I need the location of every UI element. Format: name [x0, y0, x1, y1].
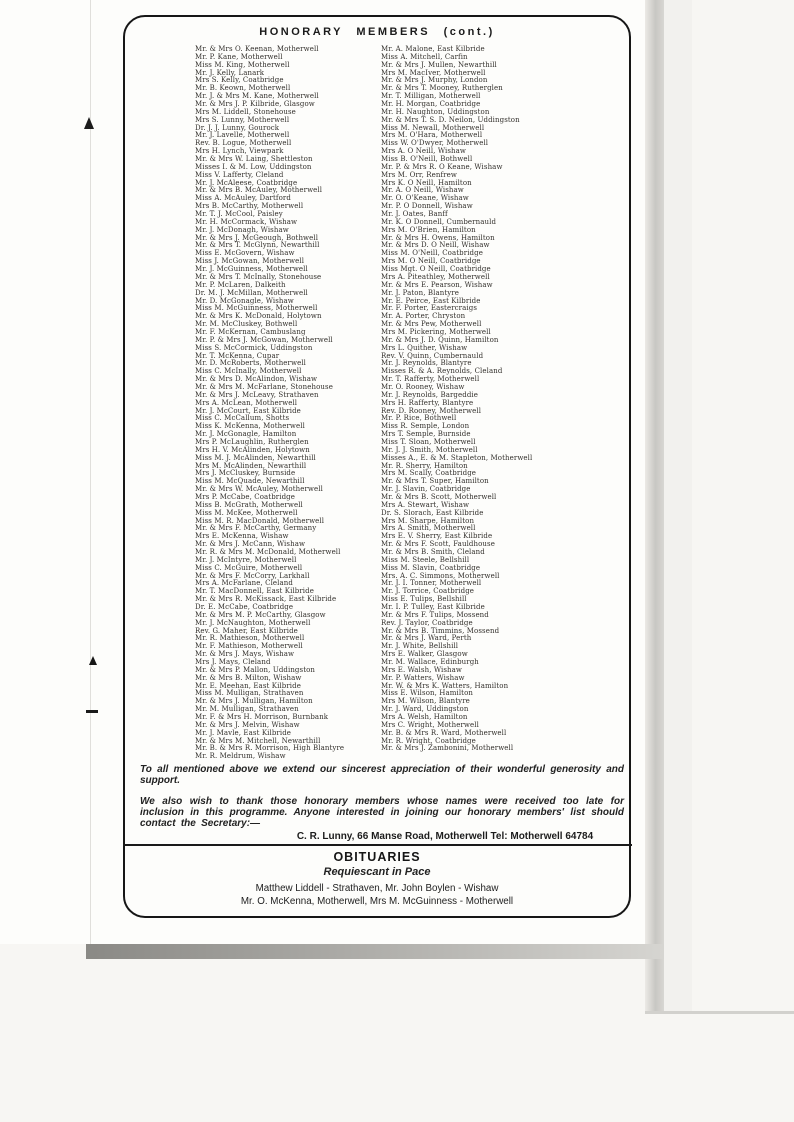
member-entry: Mr. J. Lavelle, Motherwell	[195, 131, 290, 140]
member-entry: Misses R. & A. Reynolds, Cleland	[381, 367, 503, 376]
member-entry: Mr. F. Mathieson, Motherwell	[195, 642, 303, 651]
member-entry: Mr. R. & Mrs M. McDonald, Motherwell	[195, 548, 341, 556]
member-entry: Mr. & Mrs H. Owens, Hamilton	[381, 233, 495, 242]
member-entry: Mr. & Mrs B. McAuley, Motherwell	[195, 186, 323, 195]
member-entry: Mr. K. O Donnell, Cumbernauld	[381, 217, 497, 226]
member-entry: Mr. J. Oates, Banff	[381, 210, 448, 219]
member-entry: Mrs A. McLean, Motherwell	[195, 398, 298, 407]
scan-edge-line	[645, 1011, 794, 1014]
member-entry: Mrs S. Kelly, Coatbridge	[195, 76, 284, 85]
member-entry: Mr. D. McGonagle, Wishaw	[195, 296, 294, 305]
member-entry: Mr. F. McKernan, Cambuslang	[195, 327, 306, 336]
member-entry: Mr. & Mrs T. McInally, Stonehouse	[195, 272, 322, 281]
member-entry: Mr. T. J. McCool, Paisley	[195, 210, 283, 219]
member-entry: Miss E. Wilson, Hamilton	[381, 689, 474, 698]
member-entry: Miss M. O'Neill, Coatbridge	[381, 249, 483, 258]
member-entry: Mr. J. McGonagle, Hamilton	[195, 430, 297, 439]
member-entry: Mr. H. Naughton, Uddingston	[381, 107, 490, 116]
member-entry: Misses A., E. & M. Stapleton, Motherwell	[381, 453, 533, 462]
member-entry: Mr. F. Porter, Eastercraigs	[381, 304, 478, 313]
member-entry: Mrs A. McFarlane, Cleland	[195, 579, 293, 588]
member-entry: Mr. & Mrs K. McDonald, Holytown	[195, 312, 322, 321]
member-entry: Mrs E. McKenna, Wishaw	[195, 532, 289, 541]
member-entry: Mrs A. O Neill, Wishaw	[381, 147, 467, 156]
member-entry: Mr. & Mrs R. McKissack, East Kilbride	[195, 595, 337, 604]
member-entry: Mr. & Mrs J. Mulligan, Hamilton	[195, 697, 313, 706]
member-entry: Miss C. McCallum, Shotts	[195, 414, 290, 423]
member-entry: Mr. J. White, Bellshill	[381, 642, 459, 651]
member-entry: Rev. D. Rooney, Motherwell	[381, 406, 482, 415]
member-entry: Mr. & Mrs J. Ward, Perth	[381, 634, 472, 643]
member-entry: Mrs M. O'Hara, Motherwell	[381, 131, 483, 140]
member-entry: Mr. R. Mathieson, Motherwell	[195, 634, 305, 643]
member-entry: Miss W. O'Dwyer, Motherwell	[381, 139, 489, 148]
member-entry: Mr. J. Mavle, East Kilbride	[195, 728, 292, 737]
obituary-entry-line: Matthew Liddell - Strathaven, Mr. John Boylen - Wishaw	[255, 883, 499, 894]
member-entry: Mr. J. Paton, Blantyre	[381, 288, 459, 297]
member-entry: Rev. J. Taylor, Coatbridge	[381, 618, 473, 627]
member-entry: Mrs M. Wilson, Blantyre	[381, 697, 470, 706]
member-entry: Mr. P. O Donnell, Wishaw	[381, 202, 473, 211]
member-entry: Mr. & Mrs J. D. Quinn, Hamilton	[381, 335, 499, 344]
member-entry: Mr. & Mrs Pew, Motherwell	[381, 320, 482, 329]
member-entry: Mr. O. O'Keane, Wishaw	[381, 194, 469, 203]
staple-mark	[89, 656, 97, 665]
member-entry: Mr. & Mrs J. Mullen, Newarthill	[381, 60, 497, 69]
member-entry: Mrs C. Wright, Motherwell	[381, 720, 479, 729]
member-entry: Mr. J. McNaughton, Motherwell	[195, 618, 311, 627]
member-entry: Mr. H. McCormack, Wishaw	[195, 217, 298, 226]
member-entry: Mr. E. Meehan, East Kilbride	[195, 681, 301, 690]
member-entry: Mr. R. Meldrum, Wishaw	[195, 752, 286, 761]
member-entry: Miss Mgt. O Neill, Coatbridge	[381, 265, 491, 274]
honorary-members-column-right	[381, 46, 532, 753]
member-entry: Mr. M. Wallace, Edinburgh	[381, 658, 479, 667]
member-entry: Mrs E. Walsh, Wishaw	[381, 665, 463, 674]
acknowledgement-paragraph: To all mentioned above we extend our sincerest appreciation of their wonderful generosity and support.	[140, 764, 624, 787]
member-entry: Miss J. McGowan, Motherwell	[195, 257, 305, 266]
obituaries-subtitle: Requiescant in Pace	[323, 866, 431, 878]
member-entry: Mr. T. McKenna, Cupar	[195, 351, 280, 360]
member-entry: Mr. & Mrs B. Scott, Motherwell	[381, 492, 497, 501]
member-entry: Mrs M. Pickering, Motherwell	[381, 327, 491, 336]
member-entry: Mrs M. Liddell, Stonehouse	[195, 107, 296, 116]
member-entry: Mr. J. Reynolds, Blantyre	[381, 359, 472, 368]
member-entry: Mr. P. Watters, Wishaw	[381, 673, 465, 682]
member-entry: Mrs A. Stewart, Wishaw	[381, 500, 470, 509]
member-entry: Mrs P. McCabe, Coatbridge	[195, 492, 295, 501]
member-entry: Miss S. McCormick, Uddingston	[195, 343, 313, 352]
late-names-paragraph: We also wish to thank those honorary members whose names were received too late for inclusion in this programme. Anyone interested in joining our honorary members' list should contact the Secretary:—	[140, 796, 624, 830]
member-entry: Dr. M. J. McMillan, Motherwell	[195, 288, 308, 297]
member-entry: Mr. P. McLaren, Dalkeith	[195, 280, 286, 289]
member-entry: Mr. & Mrs J. McLeavy, Strathaven	[195, 390, 319, 399]
member-entry: Mr. J. Torrice, Coatbridge	[381, 587, 475, 596]
member-entry: Miss E. Tulips, Bellshill	[381, 595, 467, 604]
member-entry: Mr. & Mrs B. Milton, Wishaw	[195, 673, 302, 682]
obituaries-title: OBITUARIES	[333, 850, 421, 864]
member-entry: Mr. T. MacDonnell, East Kilbride	[195, 587, 314, 596]
member-entry: Mr. & Mrs J. McCann, Wishaw	[195, 540, 306, 549]
member-entry: Mr. & Mrs E. Pearson, Wishaw	[381, 280, 493, 289]
member-entry: Mr. J. Reynolds, Bargeddie	[381, 390, 478, 399]
member-entry: Mr. & Mrs J. Zambonini, Motherwell	[381, 744, 514, 753]
member-entry: Miss M. King, Motherwell	[195, 60, 290, 69]
member-entry: Miss M. J. McAlinden, Newarthill	[195, 453, 316, 462]
member-entry: Mrs E. Walker, Glasgow	[381, 650, 468, 659]
member-entry: Miss K. McKenna, Motherwell	[195, 422, 305, 431]
member-entry: Mr. & Mrs M. Mitchell, Newarthill	[195, 736, 321, 745]
member-entry: Mrs H. Rafferty, Blantyre	[381, 398, 474, 407]
member-entry: Mrs A. Smith, Motherwell	[381, 524, 476, 533]
member-entry: Mr. & Mrs M. P. McCarthy, Glasgow	[195, 610, 326, 619]
member-entry: Mr. & Mrs T. Mooney, Rutherglen	[381, 84, 503, 93]
member-entry: Rev. V. Quinn, Cumbernauld	[381, 351, 484, 360]
member-entry: Mr. T. Rafferty, Motherwell	[381, 375, 480, 384]
member-entry: Mrs K. O Neill, Hamilton	[381, 178, 472, 187]
member-entry: Mrs. A. C. Simmons, Motherwell	[381, 571, 500, 580]
member-entry: Mr. P. Rice, Bothwell	[381, 414, 457, 423]
member-entry: Mr. J. J. Smith, Motherwell	[381, 445, 478, 454]
member-entry: Mrs J. McCluskey, Burnside	[195, 469, 296, 478]
member-entry: Mr. J. McAleese, Coatbridge	[195, 178, 298, 187]
member-entry: Mr. P. & Mrs J. McGowan, Motherwell	[195, 335, 333, 344]
member-entry: Miss M. Steele, Bellshill	[381, 555, 470, 564]
member-entry: Mr. J. Ward, Uddingston	[381, 705, 469, 714]
member-entry: Rev. B. Logue, Motherwell	[195, 139, 292, 148]
member-entry: Mrs M. O'Brien, Hamilton	[381, 225, 476, 234]
page-edge-shadow	[645, 0, 664, 1013]
page-title: HONORARY MEMBERS (cont.)	[259, 26, 495, 38]
member-entry: Mrs E. V. Sherry, East Kilbride	[381, 532, 493, 541]
member-entry: Miss M. Mulligan, Strathaven	[195, 689, 304, 698]
member-entry: Mr. & Mrs J. McGeough, Bothwell	[195, 233, 319, 242]
member-entry: Mrs M. MacIver, Motherwell	[381, 68, 486, 77]
member-entry: Mr. B. Keown, Motherwell	[195, 84, 291, 93]
honorary-members-column-left	[195, 46, 344, 761]
member-entry: Mr. M. Mulligan, Strathaven	[195, 705, 299, 714]
member-entry: Miss A. McAuley, Dartford	[195, 194, 291, 203]
programme-border-box	[123, 15, 631, 918]
member-entry: Mr. R. Wright, Coatbridge	[381, 736, 476, 745]
member-entry: Dr. E. McCabe, Coatbridge	[195, 603, 294, 612]
member-entry: Mr. A. Malone, East Kilbride	[381, 45, 485, 53]
member-entry: Miss B. O'Neill, Bothwell	[381, 155, 473, 164]
page-fold-line	[90, 0, 91, 944]
member-entry: Mrs A. Piteathley, Motherwell	[381, 272, 490, 281]
member-entry: Miss M. R. MacDonald, Motherwell	[195, 516, 325, 525]
member-entry: Mr. & Mrs T. McGlynn, Newarthill	[195, 241, 320, 250]
obituary-entry-line: Mr. O. McKenna, Motherwell, Mrs M. McGuinness - Motherwell	[240, 896, 514, 907]
member-entry: Mr. & Mrs W. McAuley, Motherwell	[195, 485, 323, 494]
secretary-contact-line: C. R. Lunny, 66 Manse Road, Motherwell Tel: Motherwell 64784	[296, 831, 594, 842]
member-entry: Miss E. McGovern, Wishaw	[195, 249, 295, 258]
member-entry: Misses I. & M. Low, Uddingston	[195, 162, 312, 171]
member-entry: Mrs H. Lynch, Viewpark	[195, 147, 284, 156]
member-entry: Mr. I. P. Tulley, East Kilbride	[381, 603, 485, 612]
member-entry: Mr. J. McIntyre, Motherwell	[195, 555, 297, 564]
member-entry: Mrs M. McAlinden, Newarthill	[195, 461, 307, 470]
member-entry: Miss A. Mitchell, Carfin	[381, 52, 468, 61]
member-entry: Miss M. Newall, Motherwell	[381, 123, 485, 132]
member-entry: Mr. & Mrs J. Murphy, London	[381, 76, 488, 85]
member-entry: Mrs P. McLaughlin, Rutherglen	[195, 437, 309, 446]
obituaries-divider	[123, 844, 632, 846]
member-entry: Mr. & Mrs M. McFarlane, Stonehouse	[195, 382, 333, 391]
member-entry: Mr. J. I. Tonner, Motherwell	[381, 579, 482, 588]
member-entry: Miss T. Sloan, Motherwell	[381, 437, 476, 446]
member-entry: Mrs A. Welsh, Hamilton	[381, 713, 468, 722]
scan-shadow-band	[86, 944, 664, 959]
member-entry: Dr. J. J. Lunny, Gourock	[195, 123, 280, 132]
member-entry: Mr. & Mrs J. P. Kilbride, Glasgow	[195, 100, 315, 109]
member-entry: Miss M. McGuinness, Motherwell	[195, 304, 318, 313]
member-entry: Mr. D. McRoberts, Motherwell	[195, 359, 307, 368]
member-entry: Mr. F. & Mrs H. Morrison, Burnbank	[195, 713, 329, 722]
member-entry: Miss V. Lafferty, Cleland	[195, 170, 284, 179]
member-entry: Mr. & Mrs W. Laing, Shettleston	[195, 155, 313, 164]
member-entry: Mrs M. Orr, Renfrew	[381, 170, 457, 179]
member-entry: Mrs T. Semple, Burnside	[381, 430, 471, 439]
staple-mark	[86, 710, 98, 713]
member-entry: Mr. W. & Mrs K. Watters, Hamilton	[381, 681, 509, 690]
member-entry: Miss M. Slavin, Coatbridge	[381, 563, 481, 572]
member-entry: Mr. & Mrs J. Mays, Wishaw	[195, 650, 295, 659]
member-entry: Miss R. Semple, London	[381, 422, 470, 431]
member-entry: Miss B. McGrath, Motherwell	[195, 500, 303, 509]
member-entry: Mrs L. Quither, Wishaw	[381, 343, 468, 352]
member-entry: Mr. A. Porter, Chryston	[381, 312, 466, 321]
member-entry: Mr. & Mrs F. McCorry, Larkhall	[195, 571, 310, 580]
page-edge-highlight	[664, 0, 692, 1013]
member-entry: Mrs H. V. McAlinden, Holytown	[195, 445, 310, 454]
member-entry: Miss C. McGuire, Motherwell	[195, 563, 303, 572]
member-entry: Mr. & Mrs O. Keenan, Motherwell	[195, 45, 319, 53]
member-entry: Mr. & Mrs F. McCarthy, Germany	[195, 524, 317, 533]
member-entry: Miss C. McInally, Motherwell	[195, 367, 302, 376]
member-entry: Miss M. McKee, Motherwell	[195, 508, 298, 517]
member-entry: Mr. & Mrs J. Melvin, Wishaw	[195, 720, 300, 729]
member-entry: Mrs M. Sharpe, Hamilton	[381, 516, 475, 525]
member-entry: Mrs S. Lunny, Motherwell	[195, 115, 290, 124]
member-entry: Mr. P. Kane, Motherwell	[195, 52, 283, 61]
member-entry: Mr. B. & Mrs R. Morrison, High Blantyre	[195, 744, 345, 753]
member-entry: Mr. & Mrs D. McAlindon, Wishaw	[195, 375, 318, 384]
member-entry: Mr. & Mrs D. O Neill, Wishaw	[381, 241, 490, 250]
member-entry: Mr. & Mrs T. S. D. Neilon, Uddingston	[381, 115, 520, 124]
member-entry: Mr. & Mrs F. Scott, Fauldhouse	[381, 540, 495, 549]
member-entry: Mr. M. McCluskey, Bothwell	[195, 320, 298, 329]
staple-mark	[84, 117, 94, 129]
member-entry: Mr. J. McDonagh, Wishaw	[195, 225, 289, 234]
member-entry: Mr. & Mrs B. Timmins, Mossend	[381, 626, 500, 635]
member-entry: Mr. E. Peirce, East Kilbride	[381, 296, 481, 305]
member-entry: Mr. B. & Mrs R. Ward, Motherwell	[381, 728, 507, 737]
member-entry: Mrs M. O Neill, Coatbridge	[381, 257, 481, 266]
member-entry: Mrs M. Scally, Coatbridge	[381, 469, 477, 478]
member-entry: Mr. & Mrs B. Smith, Cleland	[381, 548, 485, 556]
member-entry: Mr. R. Sherry, Hamilton	[381, 461, 468, 470]
member-entry: Mrs B. McCarthy, Motherwell	[195, 202, 304, 211]
member-entry: Mr. O. Rooney, Wishaw	[381, 382, 465, 391]
member-entry: Mr. A. O Neill, Wishaw	[381, 186, 464, 195]
member-entry: Miss M. McQuade, Newarthill	[195, 477, 305, 486]
member-entry: Mr. J. & Mrs M. Kane, Motherwell	[195, 92, 319, 101]
member-entry: Mr. J. McCourt, East Kilbride	[195, 406, 301, 415]
member-entry: Mr. J. McGuinness, Motherwell	[195, 265, 308, 274]
member-entry: Mr. & Mrs T. Super, Hamilton	[381, 477, 489, 486]
member-entry: Mr. J. Kelly, Lanark	[195, 68, 265, 77]
member-entry: Mr. & Mrs F. Tulips, Mossend	[381, 610, 489, 619]
member-entry: Mr. P. & Mrs R. O Keane, Wishaw	[381, 162, 503, 171]
member-entry: Mrs J. Mays, Cleland	[195, 658, 271, 667]
member-entry: Rev. G. Maher, East Kilbride	[195, 626, 298, 635]
member-entry: Mr. & Mrs P. Mallon, Uddingston	[195, 665, 316, 674]
member-entry: Mr. J. Slavin, Coatbridge	[381, 485, 471, 494]
member-entry: Mr. T. Milligan, Motherwell	[381, 92, 481, 101]
member-entry: Dr. S. Slorach, East Kilbride	[381, 508, 484, 517]
member-entry: Mr. H. Morgan, Coatbridge	[381, 100, 481, 109]
